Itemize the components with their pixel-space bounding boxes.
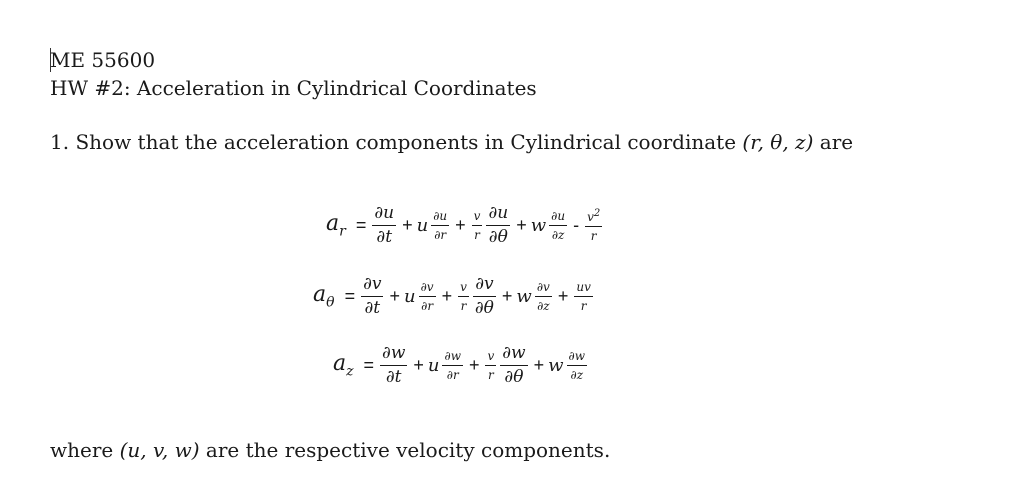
coef-w: w xyxy=(516,286,532,307)
problem-prefix: 1. Show that the acceleration components in Cylindrical coordinate xyxy=(50,130,737,154)
coef-u: u xyxy=(404,286,416,307)
frac-v-over-r: $\frac{v}{r}$ xyxy=(460,280,467,313)
frac-dudt: $\frac{\partial u}{\partial t}$ xyxy=(374,203,395,247)
lhs-atheta: $a_\theta$ xyxy=(313,282,335,311)
frac-v-over-r: $\frac{v}{r}$ xyxy=(473,209,481,242)
coef-u: u xyxy=(416,215,429,236)
problem-suffix: are xyxy=(819,130,854,154)
frac-v2-over-r: $\frac{v^2}{r}$ xyxy=(587,208,601,243)
frac-dudtheta: $\frac{\partial u}{\partial\theta}$ xyxy=(488,203,509,247)
equation-az: $a_z$ = $\frac{\partial w}{\partial t}$ + u $\frac{\partial w}{\partial r}$ + $\frac{v}{r}$ $\frac{\partial w}{\partial\theta}$ + w $\frac{\partial w}{\partial z}$ xyxy=(333,343,586,387)
coef-w: w xyxy=(548,355,564,376)
frac-dvdr: $\frac{\partial v}{\partial r}$ xyxy=(420,280,434,313)
frac-dudz: $\frac{\partial u}{\partial z}$ xyxy=(551,209,566,242)
frac-v-over-r: $\frac{v}{r}$ xyxy=(487,349,495,382)
lhs-az: $a_z$ xyxy=(333,351,354,380)
coef-w: w xyxy=(530,215,547,236)
coordinate-tuple: (r, θ, z) xyxy=(742,130,814,154)
homework-title: HW #2: Acceleration in Cylindrical Coordinates xyxy=(50,76,537,100)
frac-dwdt: $\frac{\partial w}{\partial t}$ xyxy=(382,343,406,387)
plus-sign: + xyxy=(557,286,569,306)
frac-dwdz: $\frac{\partial w}{\partial z}$ xyxy=(568,349,586,382)
problem-statement xyxy=(50,130,853,154)
frac-uv-over-r: $\frac{uv}{r}$ xyxy=(576,280,591,313)
footer-prefix: where xyxy=(50,438,114,462)
minus-sign: - xyxy=(573,215,580,235)
frac-dvdtheta: $\frac{\partial v}{\partial\theta}$ xyxy=(474,274,494,318)
course-number: ME 55600 xyxy=(50,48,156,72)
frac-dudr: $\frac{\partial u}{\partial r}$ xyxy=(433,209,448,242)
equation-ar: $a_r$ = $\frac{\partial u}{\partial t}$ + u $\frac{\partial u}{\partial r}$ + $\frac{v}{r}$ $\frac{\partial u}{\partial\theta}$ + w $\frac{\partial u}{\partial z}$ - $\frac{v^2}{r}$ xyxy=(326,203,601,247)
equation-atheta: $a_\theta$ = $\frac{\partial v}{\partial t}$ + u $\frac{\partial v}{\partial r}$ + $\frac{v}{r}$ $\frac{\partial v}{\partial\theta}$ + w $\frac{\partial v}{\partial z}$ + $\frac{uv}{r}$ xyxy=(313,274,591,318)
velocity-tuple: (u, v, w) xyxy=(119,438,200,462)
lhs-ar: $a_r$ xyxy=(326,211,346,240)
frac-dvdt: $\frac{\partial v}{\partial t}$ xyxy=(363,274,382,318)
coef-u: u xyxy=(427,355,440,376)
frac-dvdz: $\frac{\partial v}{\partial z}$ xyxy=(536,280,550,313)
footer-statement xyxy=(50,438,610,462)
footer-suffix: are the respective velocity components. xyxy=(205,438,611,462)
frac-dwdtheta: $\frac{\partial w}{\partial\theta}$ xyxy=(502,343,526,387)
frac-dwdr: $\frac{\partial w}{\partial r}$ xyxy=(444,349,461,382)
